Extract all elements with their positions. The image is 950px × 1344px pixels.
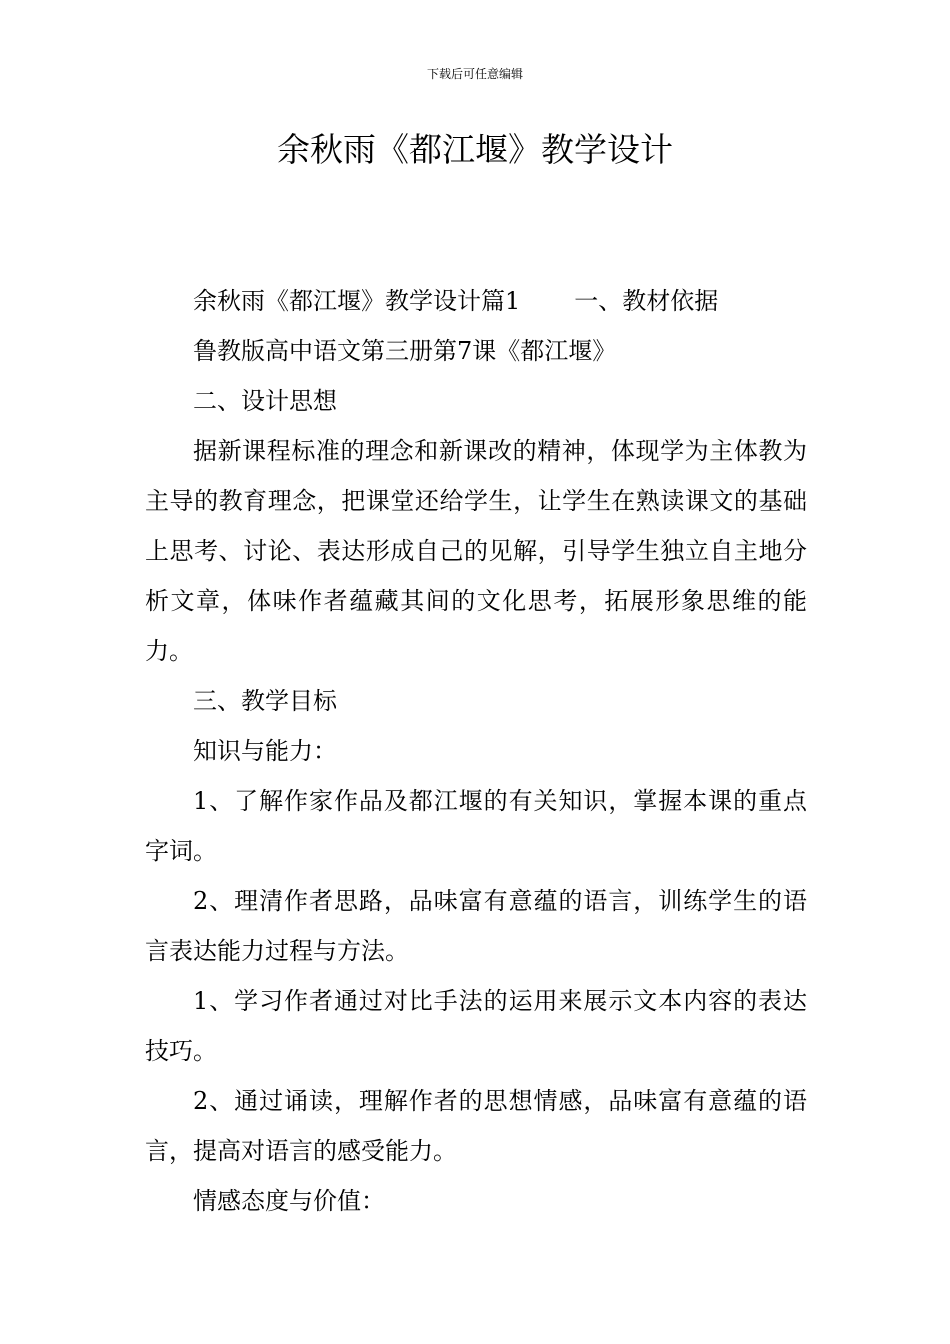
section-heading: 二、设计思想: [193, 387, 337, 415]
paragraph-heading-line: [145, 276, 807, 326]
header-note: 下载后可任意编辑: [426, 67, 523, 81]
list-item: 2、通过诵读，理解作者的思想情感，品味富有意蕴的语言，提高对语言的感受能力。: [145, 1087, 807, 1165]
subheading: 情感态度与价值：: [193, 1187, 385, 1215]
subheading: 知识与能力：: [193, 737, 337, 765]
section-title: 余秋雨《都江堰》教学设计篇1: [193, 287, 521, 315]
paragraph: 鲁教版高中语文第三册第7课《都江堰》: [193, 337, 617, 365]
section-heading: 一、教材依据: [574, 287, 719, 315]
section-heading: 三、教学目标: [193, 687, 337, 715]
paragraph: 据新课程标准的理念和新课改的精神，体现学为主体教为主导的教育理念，把课堂还给学生，让学生在熟读课文的基础上思考、讨论、表达形成自己的见解，引导学生独立自主地分析文章，体味作者蕴藏其间的文化思考，拓展形象思维的能力。: [145, 437, 807, 665]
list-item: 1、学习作者通过对比手法的运用来展示文本内容的表达技巧。: [145, 987, 807, 1065]
document-body: [145, 276, 807, 1226]
document-title: 余秋雨《都江堰》教学设计: [277, 130, 673, 169]
list-item: 2、理清作者思路，品味富有意蕴的语言，训练学生的语言表达能力过程与方法。: [145, 887, 807, 965]
list-item: 1、了解作家作品及都江堰的有关知识，掌握本课的重点字词。: [145, 787, 807, 865]
